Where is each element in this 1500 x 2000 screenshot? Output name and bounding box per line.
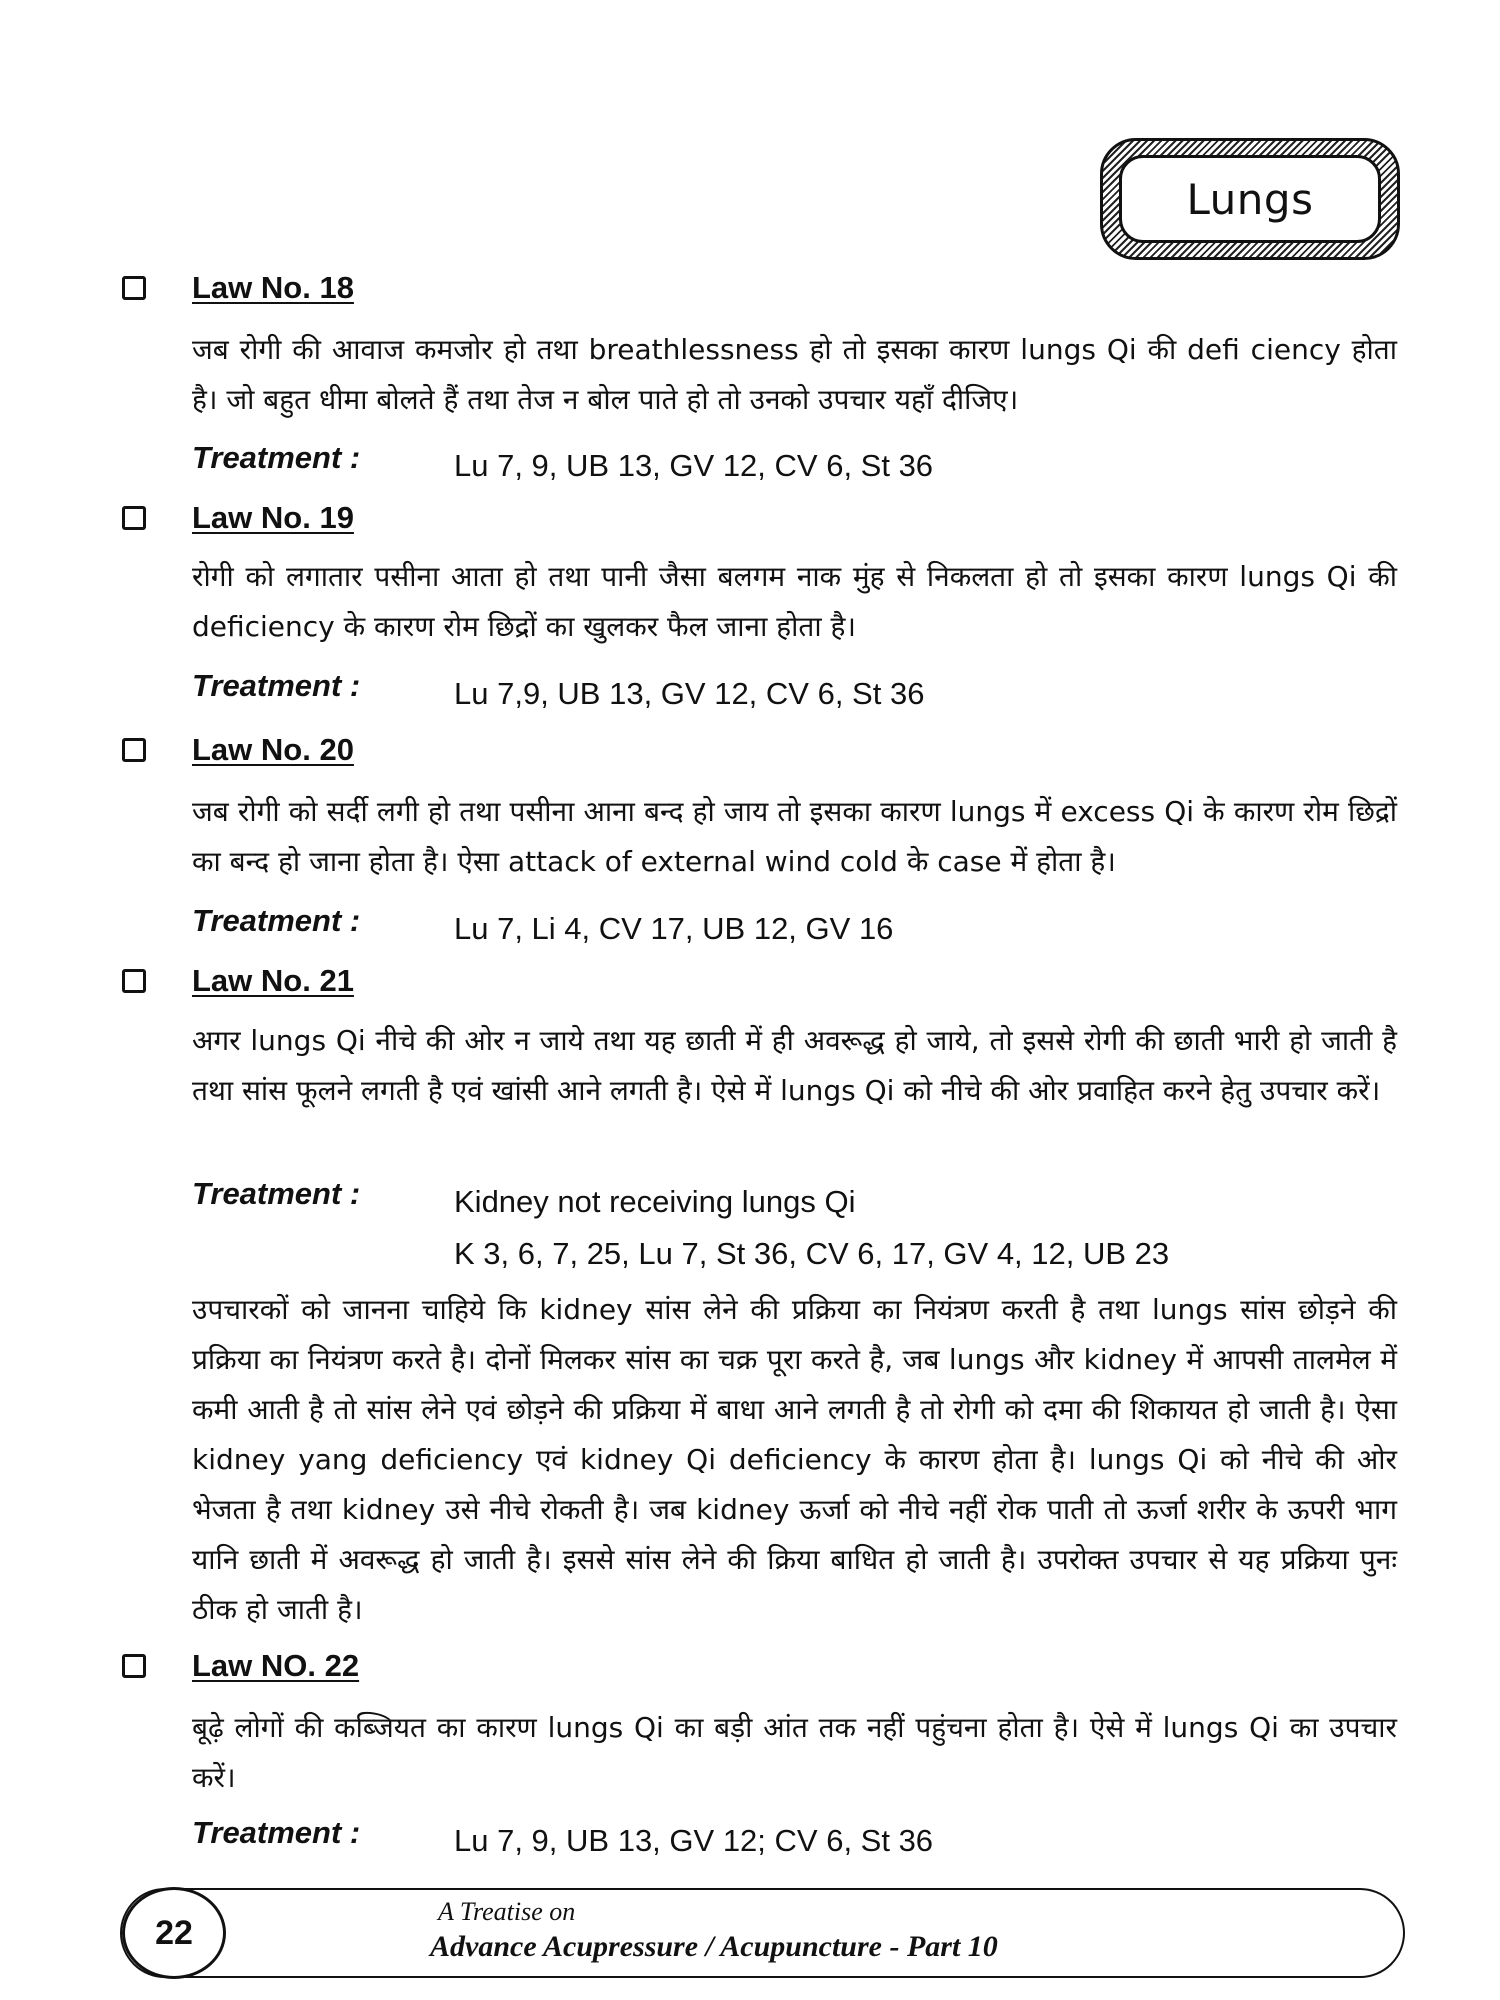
law-heading [122, 270, 354, 306]
treatment-points: Lu 7, 9, UB 13, GV 12; CV 6, St 36 [454, 1823, 934, 1858]
law-text: जब रोगी की आवाज कमजोर हो तथा breathlessness हो तो इसका कारण lungs Qi की defi ciency होता है। जो बहुत धीमा बोलते हैं तथा तेज न बोल पाते हो तो उनको उपचार यहाँ दीजिए। [192, 333, 1397, 416]
treatment-points: K 3, 6, 7, 25, Lu 7, St 36, CV 6, 17, GV 4, 12, UB 23 [454, 1236, 1170, 1271]
treatment-points: Lu 7, Li 4, CV 17, UB 12, GV 16 [454, 911, 894, 946]
page-number-badge [122, 1887, 226, 1979]
law-text: रोगी को लगातार पसीना आता हो तथा पानी जैसा बलगम नाक मुंह से निकलता हो तो इसका कारण lungs Qi की deficiency के कारण रोम छिद्रों का खुलकर फैल जाना होता है। [192, 560, 1397, 643]
treatment-points: Lu 7,9, UB 13, GV 12, CV 6, St 36 [454, 676, 925, 711]
law-title: Law NO. 22 [192, 1648, 360, 1683]
law-heading [122, 1648, 359, 1684]
treatment-label: Treatment : [192, 440, 361, 475]
treatment-label: Treatment : [192, 1815, 361, 1850]
section-heading-box [1100, 138, 1400, 260]
law-heading [122, 732, 354, 768]
section-heading-inner [1119, 155, 1381, 243]
treatment-row [192, 1815, 933, 1867]
law-heading [122, 500, 354, 536]
treatment-row [192, 440, 933, 492]
law-note: उपचारकों को जानना चाहिये कि kidney सांस लेने की प्रक्रिया का नियंत्रण करती है तथा lungs सांस छोड़ने की प्रक्रिया का नियंत्रण करते है। दोनों मिलकर सांस का चक्र पूरा करते है, जब lungs और kidney में आपसी तालमेल में कमी आती है तो सांस लेने एवं छोड़ने की प्रक्रिया में बाधा आने लगती है तो रोगी को दमा की शिकायत हो जाती है। ऐसा kidney yang deficiency एवं kidney Qi deficiency के कारण होता है। lungs Qi को नीचे की ओर भेजता है तथा kidney उसे नीचे रोकती है। जब kidney ऊर्जा को नीचे नहीं रोक पाती तो ऊर्जा शरीर के ऊपरी भाग यानि छाती में अवरूद्ध हो जाती है। इससे सांस लेने की क्रिया बाधित हो जाती है। उपरोक्त उपचार से यह प्रक्रिया पुनः ठीक हो जाती है। [192, 1293, 1397, 1626]
checkbox-bullet-icon [122, 738, 146, 762]
law-text: अगर lungs Qi नीचे की ओर न जाये तथा यह छाती में ही अवरूद्ध हो जाये, तो इससे रोगी की छाती भारी हो जाती है तथा सांस फूलने लगती है एवं खांसी आने लगती है। ऐसे में lungs Qi को नीचे की ओर प्रवाहित करने हेतु उपचार करें। [192, 1024, 1397, 1107]
law-title: Law No. 19 [192, 500, 354, 535]
law-text: जब रोगी को सर्दी लगी हो तथा पसीना आना बन्द हो जाय तो इसका कारण lungs में excess Qi के कारण रोम छिद्रों का बन्द हो जाना होता है। ऐसा attack of external wind cold के case में होता है। [192, 795, 1397, 878]
checkbox-bullet-icon [122, 276, 146, 300]
treatment-label: Treatment : [192, 903, 361, 938]
footer-subtitle: A Treatise on [438, 1897, 576, 1926]
checkbox-bullet-icon [122, 506, 146, 530]
law-text: बूढ़े लोगों की कब्जियत का कारण lungs Qi का बड़ी आंत तक नहीं पहुंचना होता है। ऐसे में lungs Qi का उपचार करें। [192, 1711, 1397, 1794]
footer-book-title: Advance Acupressure / Acupuncture - Part 10 [430, 1930, 998, 1963]
checkbox-bullet-icon [122, 1654, 146, 1678]
checkbox-bullet-icon [122, 969, 146, 993]
treatment-label: Treatment : [192, 1176, 361, 1211]
treatment-points: Lu 7, 9, UB 13, GV 12, CV 6, St 36 [454, 448, 934, 483]
law-title: Law No. 21 [192, 963, 354, 998]
section-title: Lungs [1186, 174, 1314, 224]
law-title: Law No. 20 [192, 732, 354, 767]
law-title: Law No. 18 [192, 270, 354, 305]
treatment-row [192, 1176, 1169, 1280]
treatment-row [192, 668, 924, 720]
treatment-condition: Kidney not receiving lungs Qi [454, 1184, 856, 1219]
law-heading [122, 963, 354, 999]
page-number: 22 [155, 1913, 193, 1952]
treatment-label: Treatment : [192, 668, 361, 703]
treatment-row [192, 903, 893, 955]
